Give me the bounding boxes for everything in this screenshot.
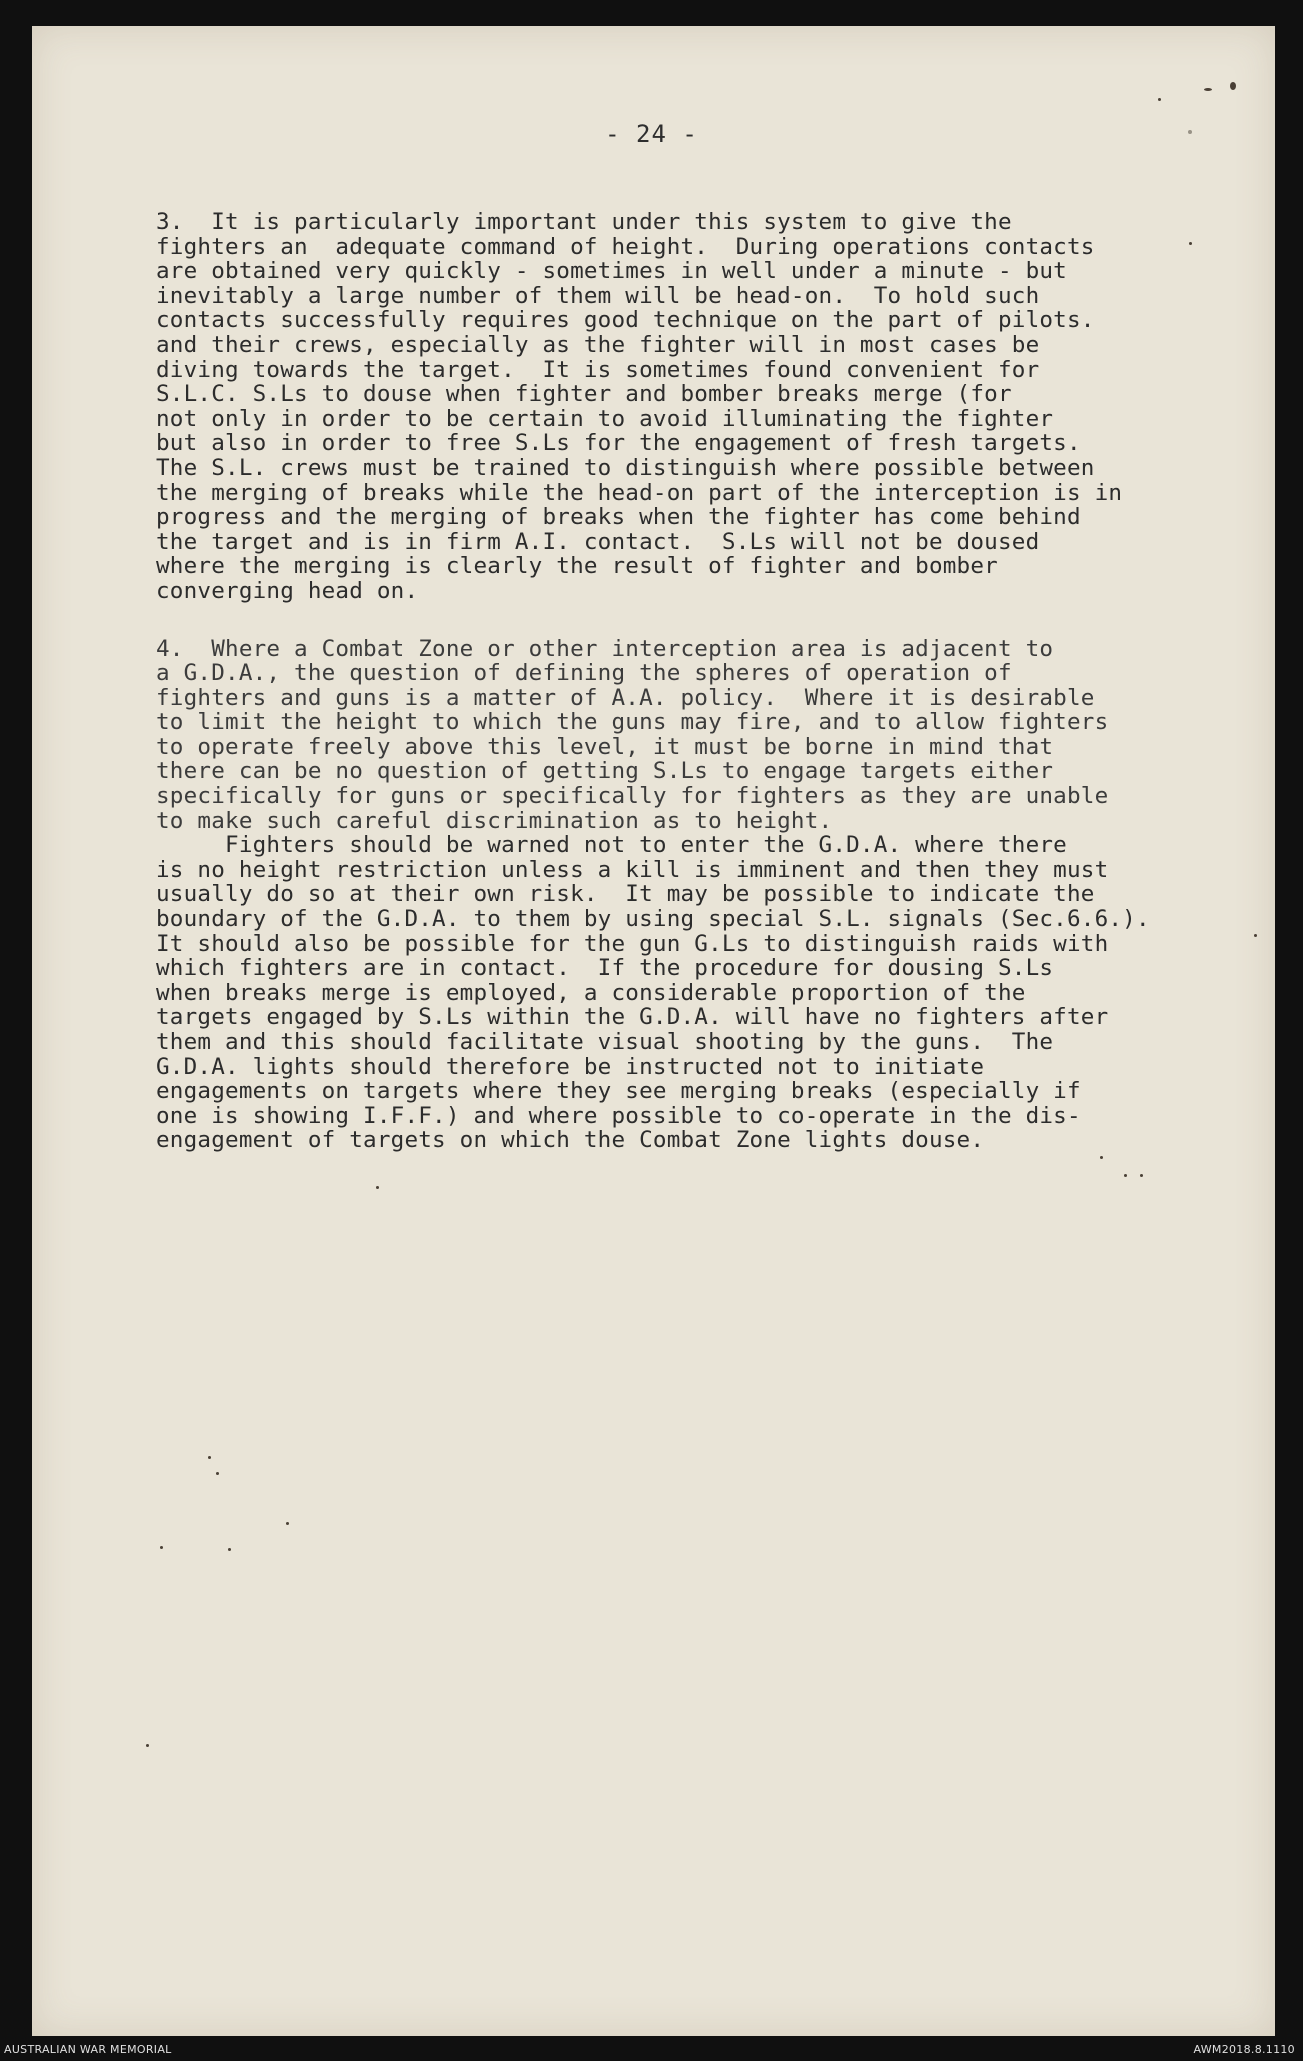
text-line: usually do so at their own risk. It may be possible to indicate the <box>156 881 1095 908</box>
text-line: there can be no question of getting S.Ls to engage targets either <box>156 758 1054 785</box>
ink-speck <box>1158 98 1161 101</box>
ink-speck <box>1124 1174 1127 1177</box>
text-line: fighters and guns is a matter of A.A. policy. Where it is desirable <box>156 684 1095 711</box>
text-line: progress and the merging of breaks when the fighter has come behind <box>156 504 1081 531</box>
text-line: converging head on. <box>156 577 419 604</box>
text-line: 4. Where a Combat Zone or other interception area is adjacent to <box>156 635 1054 662</box>
paragraph-3 <box>156 210 1266 604</box>
text-line: and their crews, especially as the fighter will in most cases be <box>156 331 1040 358</box>
text-line: fighters an adequate command of height. During operations contacts <box>156 233 1095 260</box>
text-line: 3. It is particularly important under this system to give the <box>156 209 1012 235</box>
ink-speck <box>1230 82 1236 90</box>
text-line: It should also be possible for the gun G.Ls to distinguish raids with <box>156 930 1109 957</box>
text-line: a G.D.A., the question of defining the spheres of operation of <box>156 660 1012 687</box>
text-line: where the merging is clearly the result of fighter and bomber <box>156 553 998 580</box>
text-line: targets engaged by S.Ls within the G.D.A. will have no fighters after <box>156 1004 1109 1031</box>
text-line: the target and is in firm A.I. contact. S.Ls will not be doused <box>156 528 1040 555</box>
ink-speck <box>208 1456 211 1459</box>
text-line: The S.L. crews must be trained to distinguish where possible between <box>156 454 1095 481</box>
ink-speck <box>286 1522 289 1525</box>
ink-speck <box>146 1744 149 1747</box>
text-line: S.L.C. S.Ls to douse when fighter and bomber breaks merge (for <box>156 381 1012 408</box>
text-line: Fighters should be warned not to enter the G.D.A. where there <box>156 832 1067 859</box>
text-line: specifically for guns or specifically for fighters as they are unable <box>156 783 1109 810</box>
text-line: not only in order to be certain to avoid illuminating the fighter <box>156 405 1054 432</box>
text-line: but also in order to free S.Ls for the engagement of fresh targets. <box>156 430 1081 457</box>
text-line: to operate freely above this level, it must be borne in mind that <box>156 733 1054 760</box>
text-line: are obtained very quickly - sometimes in well under a minute - but <box>156 258 1067 285</box>
text-line: one is showing I.F.F.) and where possible to co-operate in the dis- <box>156 1102 1081 1129</box>
text-line: when breaks merge is employed, a considerable proportion of the <box>156 979 1026 1006</box>
text-line: engagement of targets on which the Combat Zone lights douse. <box>156 1127 985 1154</box>
document-body <box>156 210 1266 1153</box>
text-line: them and this should facilitate visual shooting by the guns. The <box>156 1029 1054 1055</box>
ink-speck <box>1204 88 1212 91</box>
text-line: to limit the height to which the guns may fire, and to allow fighters <box>156 709 1109 736</box>
text-line: G.D.A. lights should therefore be instructed not to initiate <box>156 1053 985 1080</box>
paragraph-gap <box>156 604 1266 637</box>
text-line: engagements on targets where they see merging breaks (especially if <box>156 1078 1081 1105</box>
ink-speck <box>376 1186 379 1189</box>
footer-reference: AWM2018.8.1110 <box>1193 2043 1295 2056</box>
text-line: contacts successfully requires good technique on the part of pilots. <box>156 307 1095 334</box>
text-line: diving towards the target. It is sometimes found convenient for <box>156 356 1040 383</box>
text-line: is no height restriction unless a kill is imminent and then they must <box>156 856 1109 883</box>
text-line: boundary of the G.D.A. to them by using special S.L. signals (Sec.6.6.). <box>156 906 1150 933</box>
footer-institution: AUSTRALIAN WAR MEMORIAL <box>4 2043 172 2056</box>
ink-speck <box>1140 1174 1143 1177</box>
ink-speck <box>160 1546 163 1549</box>
page-number: - 24 - <box>605 120 698 148</box>
text-line: to make such careful discrimination as to height. <box>156 807 833 834</box>
text-line: which fighters are in contact. If the procedure for dousing S.Ls <box>156 955 1054 982</box>
ink-speck <box>1100 1156 1103 1159</box>
ink-speck <box>216 1472 219 1475</box>
text-line: the merging of breaks while the head-on part of the interception is in <box>156 479 1123 506</box>
text-line: inevitably a large number of them will be head-on. To hold such <box>156 282 1040 309</box>
ink-speck <box>228 1548 231 1551</box>
paragraph-4 <box>156 637 1266 1153</box>
